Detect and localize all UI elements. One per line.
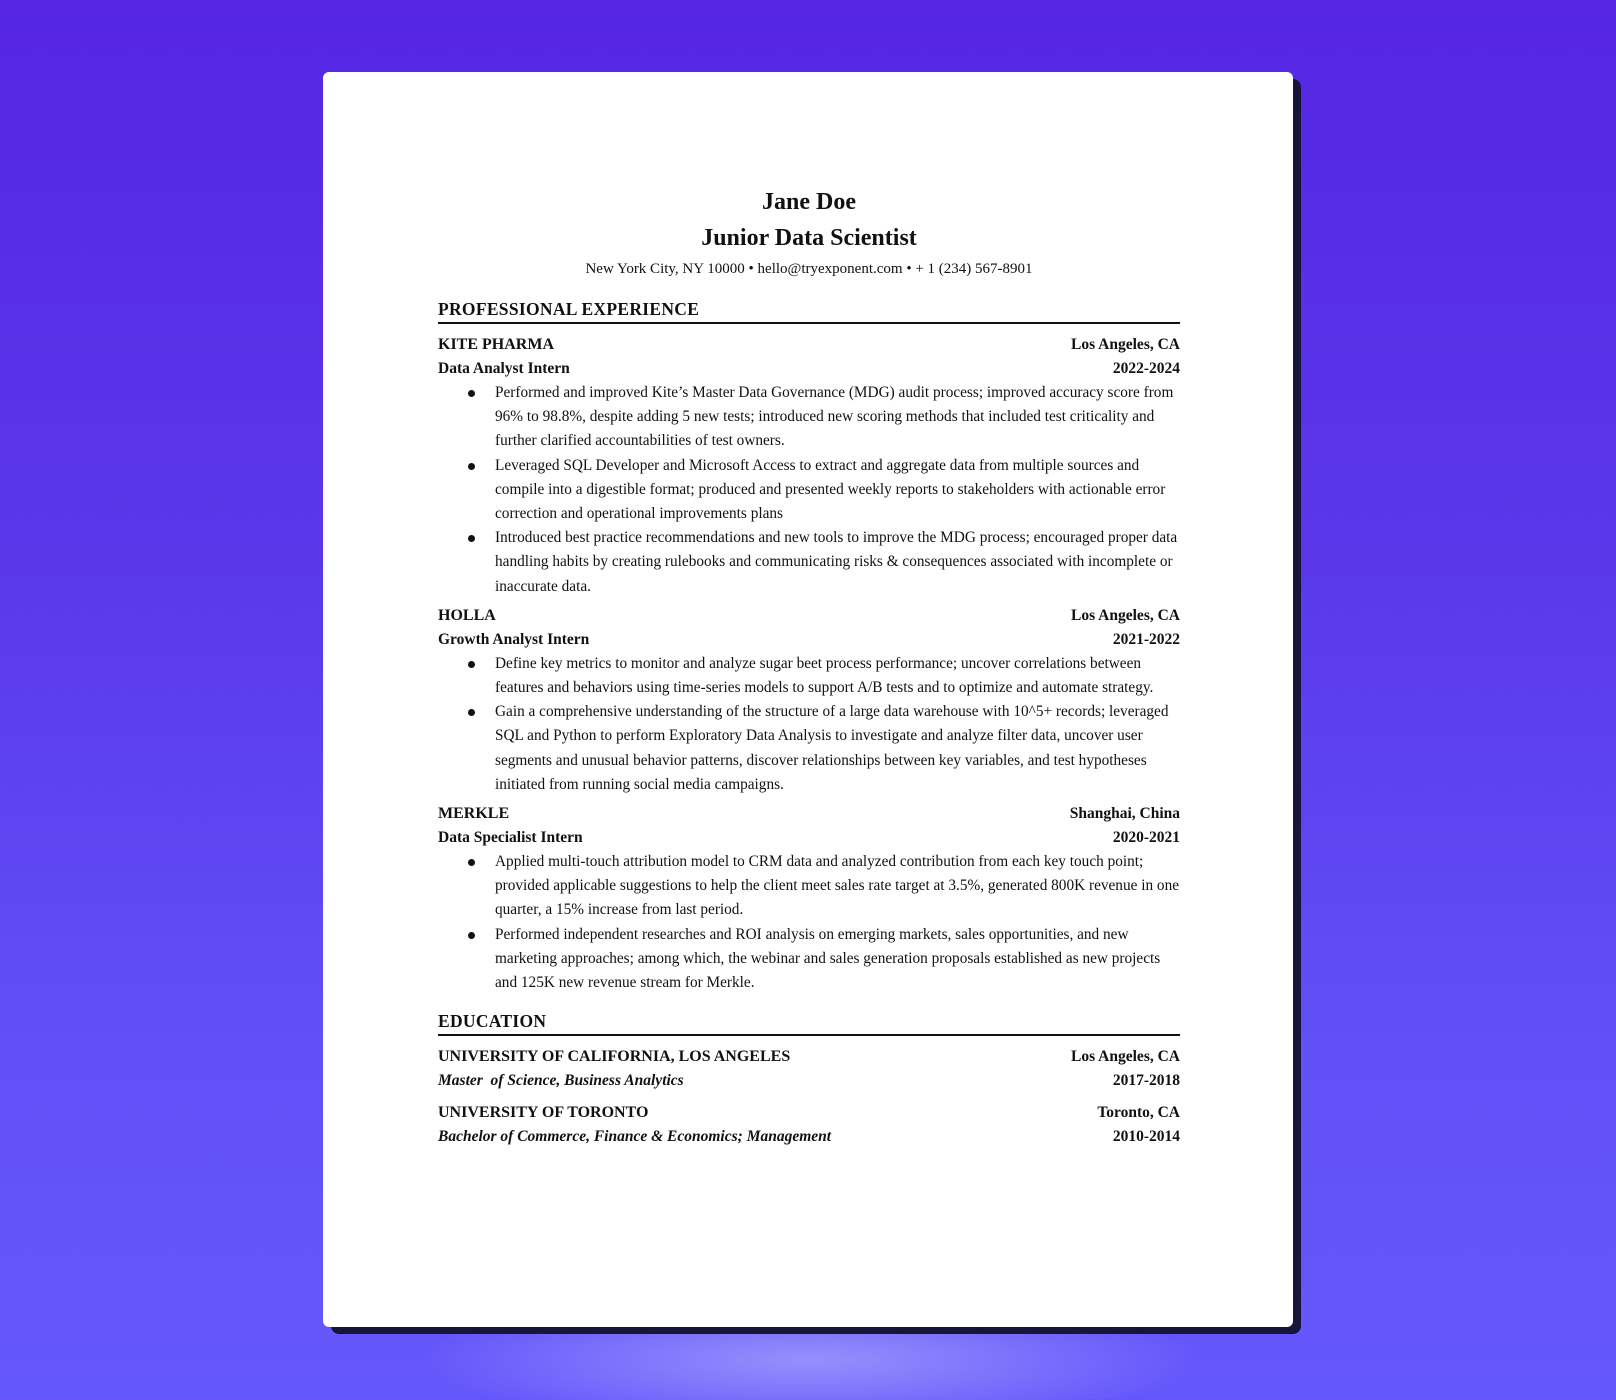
school-dates: 2010-2014: [1112, 1128, 1180, 1146]
job-bullet: [495, 700, 1180, 797]
job-bullet: [495, 526, 1180, 599]
job-bullets: [495, 381, 1180, 599]
school-degree: Bachelor of Commerce, Finance & Economics; Management: [438, 1128, 832, 1146]
job-dates: 2021-2022: [1112, 630, 1180, 648]
job-dates: 2022-2024: [1112, 360, 1180, 377]
bullet-dot-icon: [468, 535, 475, 542]
resume-content: [438, 184, 1180, 1149]
job-location: Los Angeles, CA: [1071, 606, 1180, 624]
bullet-text: Define key metrics to monitor and analyze sugar beet process performance; uncover correlations between features and behaviors using time-series models to support A/B tests and to optimize and automate strategy.: [495, 654, 1154, 697]
bullet-text: Performed and improved Kite’s Master Data Governance (MDG) audit process; improved accuracy score from 96% to 98.8%, despite adding 5 new tests; introduced new scoring methods that included test criticality and further clarified accountabilities of test owners.: [495, 384, 1174, 450]
job-entry-holla: [438, 604, 1180, 797]
job-location: Shanghai, China: [1069, 805, 1180, 823]
bullet-text: Introduced best practice recommendations and new tools to improve the MDG process; encouraged proper data handling habits by creating rulebooks and communicating risks & consequences associated with incomplete or inaccurate data.: [495, 529, 1178, 595]
bullet-text: Performed independent researches and ROI analysis on emerging markets, sales opportunities, and new marketing approaches; among which, the webinar and sales generation proposals established as new projects and 125K new revenue stream for Merkle.: [495, 925, 1161, 992]
bullet-text: Gain a comprehensive understanding of the structure of a large data warehouse with 10^5+ records; leveraged SQL and Python to perform Exploratory Data Analysis to investigate and analyze filter data, uncover user segments and unusual behavior patterns, discover relationships between key variables, and test hypotheses initiated from running social media campaigns.: [495, 703, 1169, 793]
bullet-text: Applied multi-touch attribution model to CRM data and analyzed contribution from each key touch point; provided applicable suggestions to help the client meet sales rate target at 3.5%, generated 800K revenue in one quarter, a 15% increase from last period.: [495, 853, 1180, 919]
resume-name: Jane Doe: [762, 189, 856, 215]
experience-heading: PROFESSIONAL EXPERIENCE: [438, 297, 1180, 324]
job-entry-kite-pharma: [438, 333, 1180, 599]
bullet-dot-icon: [468, 709, 475, 716]
bullet-dot-icon: [468, 661, 475, 668]
school-dates: 2017-2018: [1112, 1072, 1180, 1090]
job-role: Data Analyst Intern: [438, 360, 570, 377]
job-company: HOLLA: [438, 606, 496, 624]
bullet-dot-icon: [468, 390, 475, 397]
school-location: Los Angeles, CA: [1071, 1048, 1180, 1066]
bullet-dot-icon: [468, 463, 475, 470]
job-company: KITE PHARMA: [438, 336, 554, 353]
bullet-dot-icon: [468, 932, 475, 939]
job-company: MERKLE: [438, 805, 510, 823]
job-bullet: [495, 652, 1180, 700]
resume-page: [323, 72, 1293, 1327]
school-name: UNIVERSITY OF TORONTO: [438, 1104, 649, 1122]
school-name: UNIVERSITY OF CALIFORNIA, LOS ANGELES: [438, 1048, 791, 1066]
job-bullet: [495, 454, 1180, 527]
job-role: Data Specialist Intern: [438, 829, 583, 847]
contact-line: New York City, NY 10000 • hello@tryexponent.com • + 1 (234) 567-8901: [585, 261, 1033, 277]
education-entry-toronto: [438, 1101, 1180, 1149]
job-dates: 2020-2021: [1112, 829, 1180, 847]
job-bullets: [495, 652, 1180, 797]
education-heading: EDUCATION: [438, 1009, 1180, 1036]
bullet-dot-icon: [468, 859, 475, 866]
bullet-text: Leveraged SQL Developer and Microsoft Access to extract and aggregate data from multiple sources and compile into a digestible format; produced and presented weekly reports to stakeholders with actionable error correction and operational improvements plans: [495, 456, 1166, 523]
education-entry-ucla: [438, 1045, 1180, 1093]
resume-title: Junior Data Scientist: [701, 225, 917, 251]
job-bullet: [495, 381, 1180, 454]
job-bullet: [495, 850, 1180, 923]
job-role: Growth Analyst Intern: [438, 630, 590, 648]
job-bullets: [495, 850, 1180, 995]
job-location: Los Angeles, CA: [1071, 336, 1180, 353]
school-location: Toronto, CA: [1097, 1104, 1180, 1122]
job-entry-merkle: [438, 802, 1180, 995]
school-degree: Master of Science, Business Analytics: [438, 1072, 684, 1090]
job-bullet: [495, 923, 1180, 996]
